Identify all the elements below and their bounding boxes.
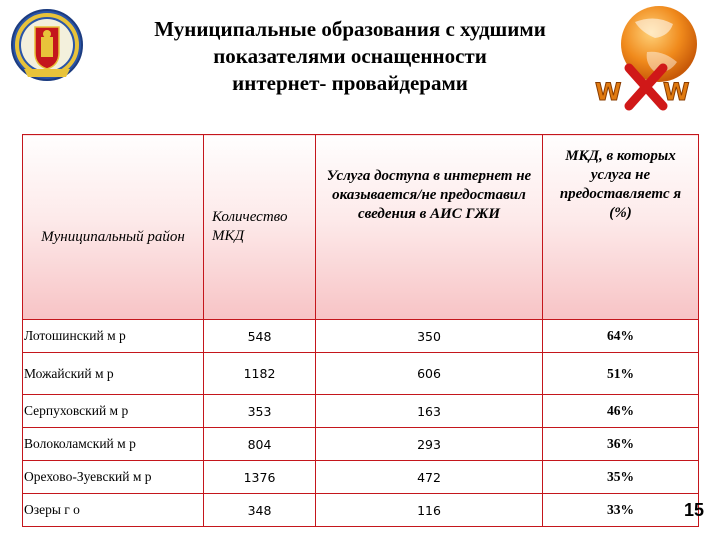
table-row bbox=[23, 320, 699, 353]
cell-no-service: 472 bbox=[316, 461, 543, 494]
cell-percent: 36% bbox=[543, 428, 699, 461]
cell-district: Лотошинский м р bbox=[23, 320, 204, 353]
title-line-3: интернет- провайдерами bbox=[232, 71, 468, 95]
cell-mkd-count: 1182 bbox=[204, 353, 316, 395]
cell-mkd-count: 548 bbox=[204, 320, 316, 353]
table-row bbox=[23, 395, 699, 428]
header-district: Муниципальный район bbox=[23, 135, 204, 320]
cell-district: Серпуховский м р bbox=[23, 395, 204, 428]
table-row bbox=[23, 353, 699, 395]
www-text-w3: W bbox=[663, 78, 690, 106]
page-title bbox=[110, 16, 590, 97]
cell-percent: 51% bbox=[543, 353, 699, 395]
table-header-row bbox=[23, 135, 699, 320]
cell-percent: 35% bbox=[543, 461, 699, 494]
cell-percent: 64% bbox=[543, 320, 699, 353]
cell-no-service: 293 bbox=[316, 428, 543, 461]
cell-no-service: 606 bbox=[316, 353, 543, 395]
table-row bbox=[23, 461, 699, 494]
cell-district: Волоколамский м р bbox=[23, 428, 204, 461]
cell-no-service: 116 bbox=[316, 494, 543, 527]
header-mkd-count: Количество МКД bbox=[204, 135, 316, 320]
header-no-service: Услуга доступа в интернет не оказывается/не предоставил сведения в АИС ГЖИ bbox=[316, 135, 543, 320]
coat-of-arms-emblem-icon bbox=[10, 7, 84, 83]
title-line-2: показателями оснащенности bbox=[213, 44, 487, 68]
cell-mkd-count: 804 bbox=[204, 428, 316, 461]
cell-district: Можайский м р bbox=[23, 353, 204, 395]
title-line-1: Муниципальные образования с худшими bbox=[154, 17, 546, 41]
cell-district: Озеры г о bbox=[23, 494, 204, 527]
providers-table bbox=[22, 134, 699, 527]
cell-mkd-count: 1376 bbox=[204, 461, 316, 494]
table-row bbox=[23, 428, 699, 461]
cell-district: Орехово-Зуевский м р bbox=[23, 461, 204, 494]
page-number: 15 bbox=[683, 500, 704, 520]
www-globe-icon bbox=[585, 2, 713, 112]
providers-table-container bbox=[22, 134, 698, 527]
cell-no-service: 163 bbox=[316, 395, 543, 428]
table-row bbox=[23, 494, 699, 527]
cell-no-service: 350 bbox=[316, 320, 543, 353]
cell-percent: 46% bbox=[543, 395, 699, 428]
cell-percent: 33% bbox=[543, 494, 699, 527]
header-percent: МКД, в которых услуга не предоставляетс я (%) bbox=[543, 135, 699, 320]
www-text-w1: W bbox=[595, 78, 622, 106]
cell-mkd-count: 353 bbox=[204, 395, 316, 428]
cell-mkd-count: 348 bbox=[204, 494, 316, 527]
